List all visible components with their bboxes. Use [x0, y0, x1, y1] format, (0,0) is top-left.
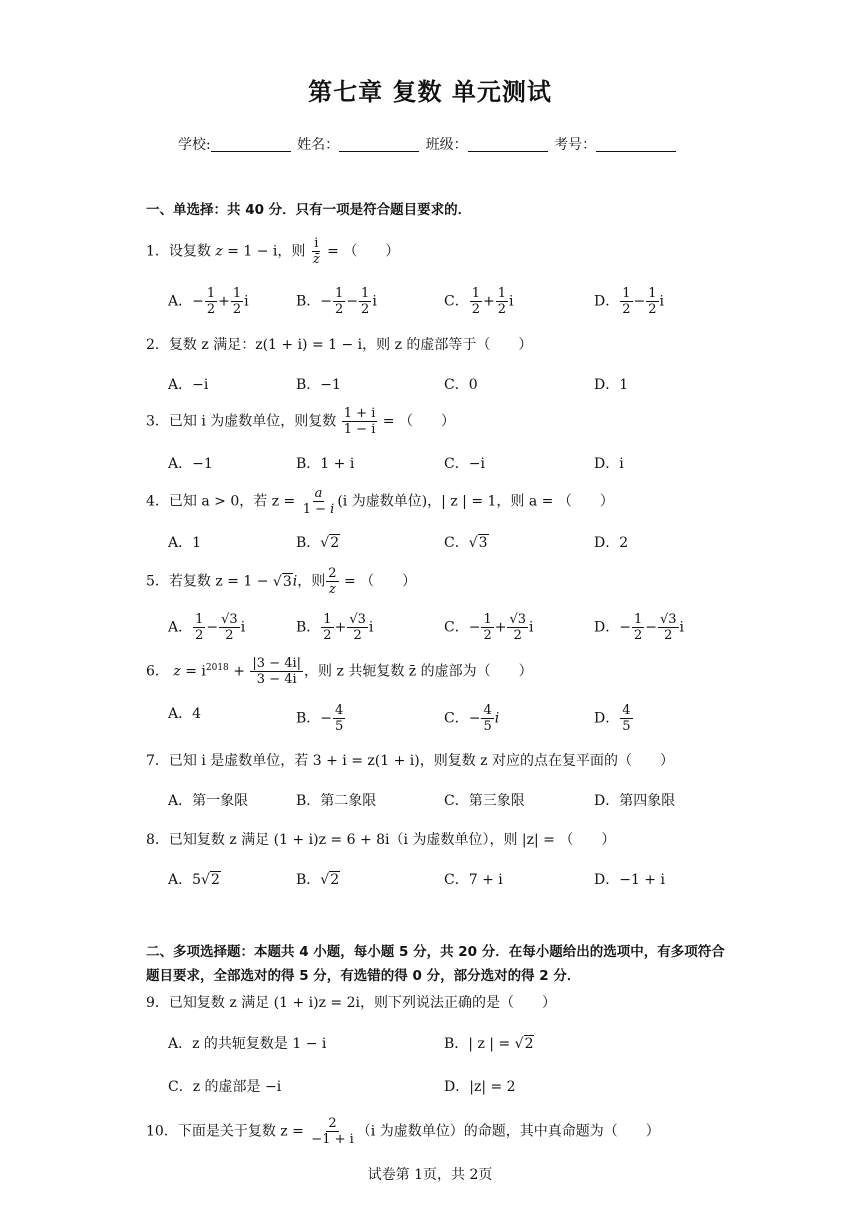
option-c[interactable]: C．− $\frac{1}{2}$ + $\frac{√3}{2}$ i [444, 612, 534, 643]
question-7-options [168, 790, 728, 820]
question-6-options [168, 703, 728, 733]
student-info-line [178, 134, 678, 154]
option-c[interactable]: C．0 [444, 377, 478, 393]
question-8: 8．已知复数 z 满足 (1 + i)z = 6 + 8i（i 为虚数单位），则 |z| = （ ） [146, 832, 616, 848]
class-label: 班级： [425, 137, 468, 153]
option-b[interactable]: B． $\frac{1}{2}$ + $\frac{√3}{2}$ i [296, 612, 374, 643]
exam-number-label: 考号： [554, 137, 597, 153]
question-8-options [168, 869, 728, 899]
question-9-options-row1 [168, 1033, 728, 1063]
option-b[interactable]: B．− $\frac{1}{2}$ − $\frac{1}{2}$ i [296, 286, 377, 317]
class-blank[interactable] [468, 137, 548, 152]
section-heading-single-choice: 一、单选择：共 40 分．只有一项是符合题目要求的． [146, 202, 472, 218]
option-c[interactable]: C．第三象限 [444, 793, 525, 809]
page-title: 第七章 复数 单元测试 [308, 78, 552, 106]
option-d[interactable]: D． $\frac{1}{2}$ − $\frac{1}{2}$ i [594, 286, 665, 317]
option-c[interactable]: C．7 + i [444, 872, 503, 888]
option-d[interactable]: D．1 [594, 377, 629, 393]
question-2: 2．复数 z 满足：z(1 + i) = 1 − i，则 z 的虚部等于（ ） [146, 337, 533, 353]
option-b[interactable]: B．√2 [296, 535, 340, 551]
question-5-options [168, 612, 728, 642]
option-a[interactable]: A． $\frac{1}{2}$ − $\frac{√3}{2}$ i [168, 612, 246, 643]
name-blank[interactable] [339, 137, 419, 152]
option-c[interactable]: C． $\frac{1}{2}$ + $\frac{1}{2}$ i [444, 286, 514, 317]
option-c[interactable]: C．− $\frac{4}{5}$ i [444, 703, 500, 734]
exam-number-blank[interactable] [596, 137, 676, 152]
school-blank[interactable] [211, 137, 291, 152]
question-3-options [168, 453, 728, 483]
option-a[interactable]: A．第一象限 [168, 793, 249, 809]
question-9-options-row2 [168, 1076, 728, 1106]
option-c[interactable]: C．z 的虚部是 −i [168, 1079, 282, 1095]
question-4: 4．已知 a > 0，若 z = $\frac{a}{1 - i}$ (i 为虚数单位)，| z | = 1，则 a = （ ） [146, 486, 614, 517]
question-6: 6． $z = i^{2018}$ + $\frac{|3 - 4i|}{3 - 4i}$ ，则 z 共轭复数 z̄ 的虚部为（ ） [146, 656, 533, 687]
option-a[interactable]: A．4 [168, 706, 202, 722]
question-1-options [168, 286, 728, 316]
question-7: 7．已知 i 是虚数单位，若 3 + i = z(1 + i)，则复数 z 对应的点在复平面的（ ） [146, 753, 674, 769]
option-a[interactable]: A．z 的共轭复数是 1 − i [168, 1036, 327, 1052]
option-b[interactable]: B．−1 [296, 377, 341, 393]
option-b[interactable]: B．| z | = √2 [444, 1036, 534, 1052]
option-c[interactable]: C．√3 [444, 535, 488, 551]
option-d[interactable]: D． $\frac{4}{5}$ [594, 703, 631, 734]
page-footer: 试卷第 1页，共 2页 [367, 1167, 493, 1183]
option-b[interactable]: B．√2 [296, 872, 340, 888]
question-5: 5．若复数 z = 1 − √3i，则 $\frac{2}{z}$ = （ ） [146, 566, 417, 597]
option-a[interactable]: A．−1 [168, 456, 213, 472]
option-d[interactable]: D．第四象限 [594, 793, 676, 809]
option-a[interactable]: A．5√2 [168, 872, 220, 888]
option-d[interactable]: D．i [594, 456, 624, 472]
option-c[interactable]: C．−i [444, 456, 485, 472]
school-label: 学校: [178, 137, 211, 153]
option-a[interactable]: A．−i [168, 377, 209, 393]
option-b[interactable]: B．1 + i [296, 456, 355, 472]
option-d[interactable]: D．2 [594, 535, 629, 551]
option-b[interactable]: B．− $\frac{4}{5}$ [296, 703, 344, 734]
question-1: 1．设复数 z = 1 − i，则 $\frac{i}{z̄}$ = （ ） [146, 236, 400, 267]
question-3: 3．已知 i 为虚数单位，则复数 $\frac{1 + i}{1 - i}$ = （ ） [146, 406, 455, 437]
option-d[interactable]: D．− $\frac{1}{2}$ − $\frac{√3}{2}$ i [594, 612, 685, 643]
option-d[interactable]: D．−1 + i [594, 872, 665, 888]
option-a[interactable]: A．− $\frac{1}{2}$ + $\frac{1}{2}$ i [168, 286, 249, 317]
name-label: 姓名： [297, 137, 340, 153]
section-heading-multiple-choice: 二、多项选择题：本题共 4 小题，每小题 5 分，共 20 分．在每小题给出的选项中，有多项符合题目要求，全部选对的得 5 分，有选错的得 0 分，部分选对的得 2 分． [146, 944, 725, 984]
option-a[interactable]: A．1 [168, 535, 202, 551]
question-2-options [168, 374, 728, 404]
question-10: 10．下面是关于复数 z = $\frac{2}{-1 + i}$ （i 为虚数单位）的命题，其中真命题为（ ） [146, 1116, 660, 1147]
option-d[interactable]: D．|z| = 2 [444, 1079, 516, 1095]
option-b[interactable]: B．第二象限 [296, 793, 377, 809]
question-9: 9．已知复数 z 满足 (1 + i)z = 2i，则下列说法正确的是（ ） [146, 995, 556, 1011]
question-4-options [168, 532, 728, 562]
